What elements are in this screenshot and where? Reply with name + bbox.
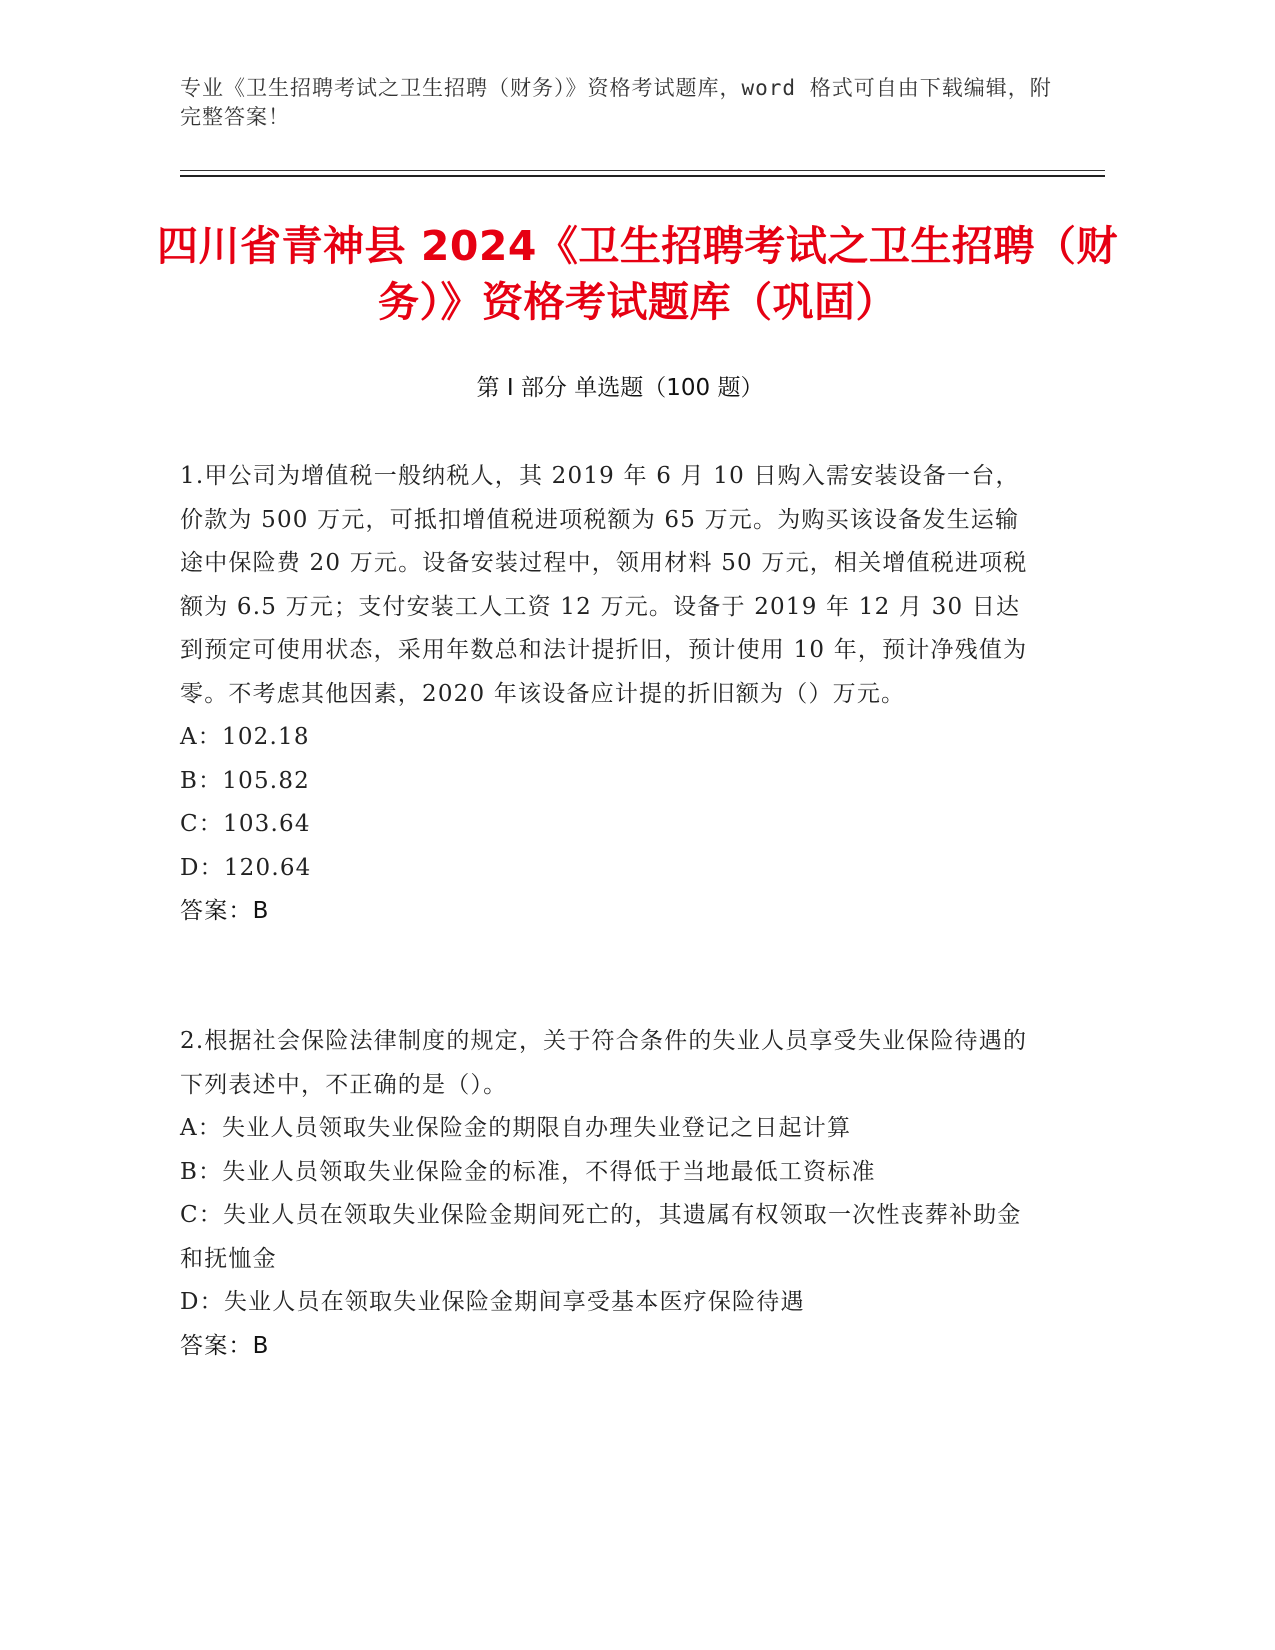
option-a: A：102.18 [180,724,310,750]
option-c: C：103.64 [180,811,311,837]
option-c: C：失业人员在领取失业保险金期间死亡的，其遗属有权领取一次性丧葬补助金和抚恤金 [180,1202,1022,1272]
option-d: D：120.64 [180,854,312,881]
option-b: B：105.82 [180,767,310,794]
question-block-2 [180,1020,1040,1368]
question-text: 2.根据社会保险法律制度的规定，关于符合条件的失业人员享受失业保险待遇的下列表述中，不正确的是（）。 [180,1028,1028,1098]
header-rule-thick [180,175,1105,177]
document-title: 四川省青神县 2024《卫生招聘考试之卫生招聘（财务）》资格考试题库（巩固） [157,222,1118,326]
header-rule-thin [180,170,1105,171]
option-b: B：失业人员领取失业保险金的标准，不得低于当地最低工资标准 [180,1158,876,1185]
answer-line: 答案：B [180,1332,270,1359]
section-heading: 第 I 部分 单选题（100 题） [476,375,764,401]
answer-line: 答案：B [180,898,270,924]
option-d: D：失业人员在领取失业保险金期间享受基本医疗保险待遇 [180,1289,805,1315]
question-text: 1.甲公司为增值税一般纳税人，其 2019 年 6 月 10 日购入需安装设备一台，价款为 500 万元，可抵扣增值税进项税额为 65 万元。为购买该设备发生运输途中保险费 20 万元。设备安装过程中，领用材料 50 万元，相关增值税进项税额为 6.5 万元；支付安装工人工资 12 万元。设备于 2019 年 12 月 30 日达到预定可使用状态，采用年数总和法计提折旧，预计使用 10 年，预计净残值为零。不考虑其他因素，2020 年该设备应计提的折旧额为（）万元。 [180,463,1028,707]
header-note: 专业《卫生招聘考试之卫生招聘（财务）》资格考试题库，word 格式可自由下载编辑，附完整答案！ [180,76,1052,129]
option-a: A：失业人员领取失业保险金的期限自办理失业登记之日起计算 [180,1115,852,1141]
question-block-1 [180,455,1040,934]
